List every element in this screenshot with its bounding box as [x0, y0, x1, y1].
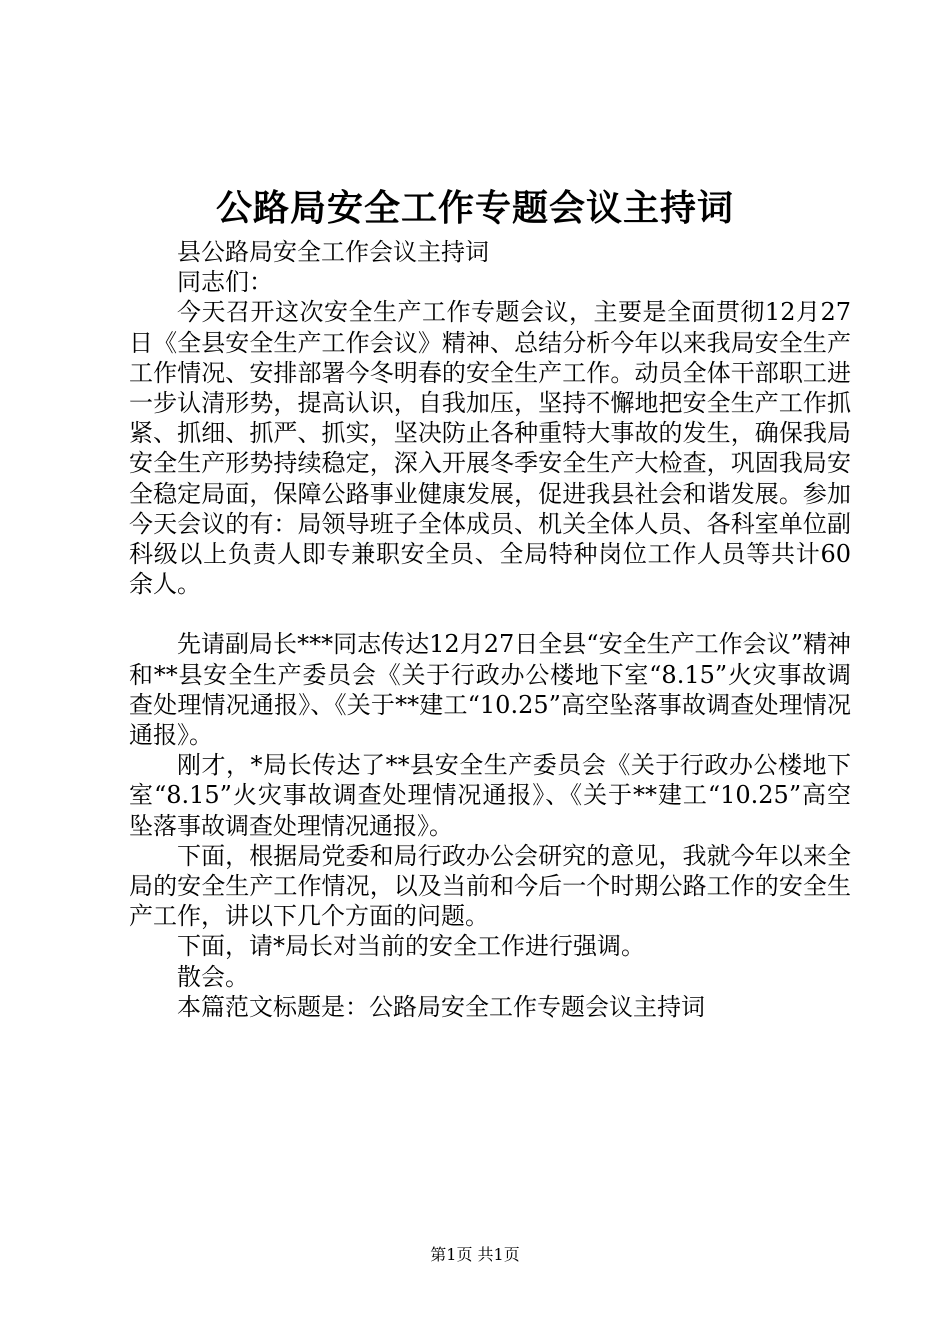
document-title: 公路局安全工作专题会议主持词	[215, 187, 734, 229]
paragraph-emphasis: 下面，请*局长对当前的安全工作进行强调。	[177, 932, 645, 961]
page-footer: 第1页 共1页	[430, 1245, 520, 1264]
paragraph-recap: 刚才，*局长传达了**县安全生产委员会《关于行政办公楼地下室“8.15”火灾事故调查处理情况通报》、《关于**建工“10.25”高空坠落事故调查处理情况通报》。	[129, 751, 851, 840]
document-body	[129, 237, 851, 1022]
paragraph-salutation: 同志们：	[177, 268, 273, 297]
paragraph-title-note: 本篇范文标题是：公路局安全工作专题会议主持词	[177, 992, 705, 1021]
paragraph-convey-spirit: 先请副局长***同志传达12月27日全县“安全生产工作会议”精神和**县安全生产委员会《关于行政办公楼地下室“8.15”火灾事故调查处理情况通报》、《关于**建工“10.25”高空坠落事故调查处理情况通报》。	[129, 630, 851, 750]
paragraph-report: 下面，根据局党委和局行政办公会研究的意见，我就今年以来全局的安全生产工作情况，以及当前和今后一个时期公路工作的安全生产工作，讲以下几个方面的问题。	[129, 841, 851, 931]
paragraph-adjourn: 散会。	[177, 962, 249, 991]
paragraph-subtitle: 县公路局安全工作会议主持词	[177, 238, 489, 266]
paragraph-opening: 今天召开这次安全生产工作专题会议，主要是全面贯彻12月27日《全县安全生产工作会议》精神、总结分析今年以来我局安全生产工作情况、安排部署今冬明春的安全生产工作。动员全体干部职工进一步认清形势，提高认识，自我加压，坚持不懈地把安全生产工作抓紧、抓细、抓严、抓实，坚决防止各种重特大事故的发生，确保我局安全生产形势持续稳定，深入开展冬季安全生产大检查，巩固我局安全稳定局面，保障公路事业健康发展，促进我县社会和谐发展。参加今天会议的有：局领导班子全体成员、机关全体人员、各科室单位副科级以上负责人即专兼职安全员、全局特种岗位工作人员等共计60余人。	[129, 298, 851, 599]
